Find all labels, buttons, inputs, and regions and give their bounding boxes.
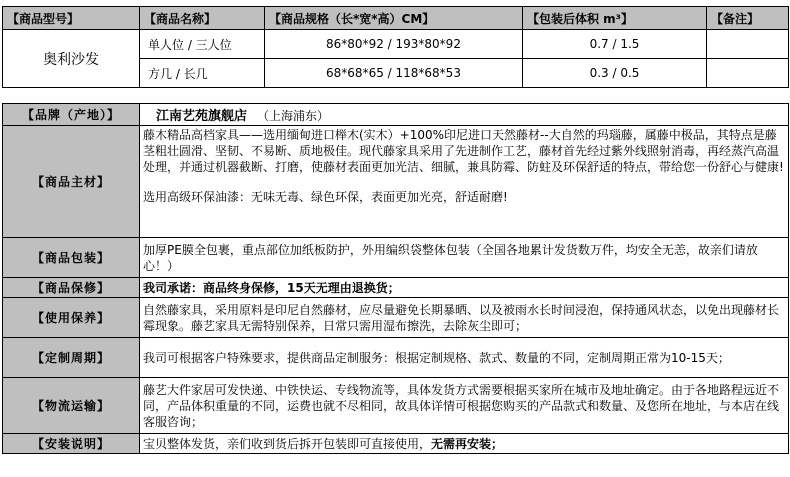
product-size: 68*68*65 / 118*68*53 xyxy=(265,59,523,88)
logistics-label: 【物流运输】 xyxy=(3,378,140,434)
table-row xyxy=(3,30,789,59)
header-volume: 【包装后体积 m³】 xyxy=(523,7,707,30)
packaging-row xyxy=(3,238,789,278)
header-name: 【商品名称】 xyxy=(140,7,265,30)
care-label: 【使用保养】 xyxy=(3,298,140,338)
product-name: 单人位 / 三人位 xyxy=(140,30,265,59)
material-paragraph: 藤木精品高档家具——选用缅甸进口榉木(实木）+100%印尼进口天然藤材--大自然的玛瑙藤，属藤中极品，其特点是藤茎粗壮圆滑、坚韧、不易断、质地极佳。现代藤家具采用了先进制作工艺，藤材首先经过紫外线照射消毒，再经蒸汽高温处理，并通过机器截断、打磨，使藤材表面更加光洁、细腻，兼具防霉、防蛀及环保舒适的特点，带给您一份舒心与健康! xyxy=(143,128,784,174)
care-text: 自然藤家具，采用原料是印尼自然藤材，应尽量避免长期暴晒、以及被雨水长时间浸泡，保持通风状态，以免出现藤材长霉现象。藤艺家具无需特别保养，日常只需用湿布擦洗，去除灰尘即可； xyxy=(140,298,789,338)
install-label: 【安装说明】 xyxy=(3,434,140,454)
info-table xyxy=(2,103,789,454)
brand-value xyxy=(140,104,789,126)
custom-label: 【定制周期】 xyxy=(3,338,140,378)
product-note xyxy=(707,59,789,88)
spec-header-row xyxy=(3,7,789,30)
material-label: 【商品主材】 xyxy=(3,126,140,238)
logistics-text: 藤艺大件家居可发快递、中铁快运、专线物流等，具体发货方式需要根据买家所在城市及地址确定。由于各地路程远近不同，产品体积重量的不同，运费也就不尽相同，故具体详情可根据您购买的产品款式和数量、及您所在地址，与本店在线客服咨询； xyxy=(140,378,789,434)
model-name: 奥利沙发 xyxy=(3,30,140,88)
custom-row xyxy=(3,338,789,378)
brand-origin: （上海浦东） xyxy=(257,109,330,123)
spec-table xyxy=(2,6,789,88)
packaging-label: 【商品包装】 xyxy=(3,238,140,278)
warranty-row xyxy=(3,278,789,298)
install-text xyxy=(140,434,789,454)
product-volume: 0.3 / 0.5 xyxy=(523,59,707,88)
custom-text: 我司可根据客户特殊要求，提供商品定制服务：根据定制规格、款式、数量的不同，定制周期正常为10-15天； xyxy=(140,338,789,378)
header-model: 【商品型号】 xyxy=(3,7,140,30)
product-name: 方几 / 长几 xyxy=(140,59,265,88)
install-row xyxy=(3,434,789,454)
warranty-label: 【商品保修】 xyxy=(3,278,140,298)
warranty-text: 我司承诺：商品终身保修，15天无理由退换货； xyxy=(140,278,789,298)
header-size: 【商品规格（长*宽*高）CM】 xyxy=(265,7,523,30)
product-size: 86*80*92 / 193*80*92 xyxy=(265,30,523,59)
packaging-text: 加厚PE膜全包裹，重点部位加纸板防护，外用编织袋整体包装（全国各地累计发货数万件，均安全无恙，故亲们请放心！） xyxy=(140,238,789,278)
logistics-row xyxy=(3,378,789,434)
brand-label: 【品牌（产地）】 xyxy=(3,104,140,126)
material-row xyxy=(3,126,789,238)
product-volume: 0.7 / 1.5 xyxy=(523,30,707,59)
install-text-main: 宝贝整体发货，亲们收到货后拆开包装即可直接使用， xyxy=(143,436,432,451)
material-paint: 选用高级环保油漆：无味无毒、绿色环保，表面更加光亮，舒适耐磨! xyxy=(143,190,508,204)
care-row xyxy=(3,298,789,338)
material-text xyxy=(140,126,789,238)
brand-row xyxy=(3,104,789,126)
header-note: 【备注】 xyxy=(707,7,789,30)
install-text-bold: 无需再安装； xyxy=(431,436,504,451)
brand-name: 江南艺苑旗舰店 xyxy=(156,109,248,124)
product-note xyxy=(707,30,789,59)
